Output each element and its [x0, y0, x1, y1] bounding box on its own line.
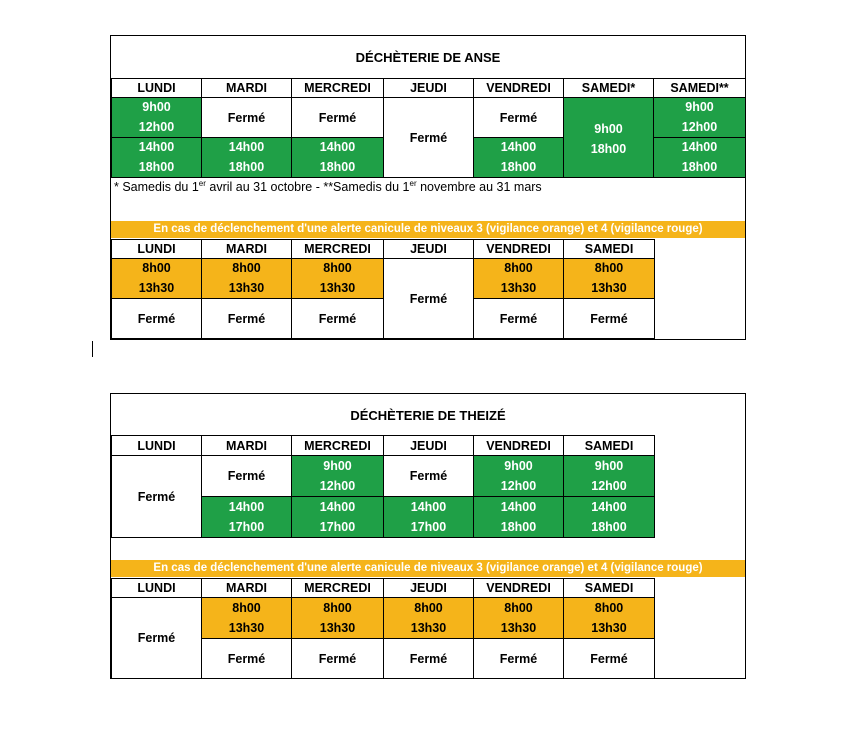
anse-alert-day-lundi: LUNDI — [112, 240, 202, 259]
theize-alert-jeudi-hours — [384, 598, 474, 639]
anse-alert-day-mardi: MARDI — [202, 240, 292, 259]
time-close: 13h30 — [591, 280, 627, 295]
anse-day-lundi: LUNDI — [112, 79, 202, 98]
anse-day-vendredi: VENDREDI — [474, 79, 564, 98]
anse-heat-alert-banner: En cas de déclenchement d'une alerte canicule de niveaux 3 (vigilance orange) et 4 (vigilance rouge) — [111, 221, 745, 238]
theize-alert-day-mercredi: MERCREDI — [292, 579, 384, 598]
time-close: 18h00 — [500, 519, 537, 534]
time-open: 14h00 — [500, 140, 537, 155]
theize-day-jeudi: JEUDI — [384, 436, 474, 456]
time-close: 12h00 — [138, 119, 175, 134]
theize-vendredi-morning — [474, 456, 564, 497]
time-open: 8h00 — [594, 600, 624, 615]
time-close: 18h00 — [681, 159, 718, 174]
theize-lundi-closed: Fermé — [112, 456, 202, 538]
footnote-text: * Samedis du 1 — [114, 180, 199, 194]
time-close: 18h00 — [590, 141, 627, 156]
anse-alert-day-vendredi: VENDREDI — [474, 240, 564, 259]
time-open: 9h00 — [594, 122, 623, 137]
anse-mercredi-morning: Fermé — [292, 98, 384, 138]
anse-alert-mardi-hours — [202, 259, 292, 299]
theize-title: DÉCHÈTERIE DE THEIZÉ — [350, 408, 506, 423]
theize-alert-jeudi-afternoon: Fermé — [384, 639, 474, 679]
theize-alert-day-mardi: MARDI — [202, 579, 292, 598]
footnote-text: avril au 31 octobre - **Samedis du 1 — [205, 180, 410, 194]
time-open: 9h00 — [594, 458, 624, 473]
anse-day-samedi-2: SAMEDI** — [654, 79, 746, 98]
anse-vendredi-afternoon — [474, 138, 564, 178]
theize-day-mercredi: MERCREDI — [292, 436, 384, 456]
theize-mercredi-afternoon — [292, 497, 384, 538]
theize-samedi-morning — [564, 456, 655, 497]
anse-day-jeudi: JEUDI — [384, 79, 474, 98]
time-close: 18h00 — [591, 519, 627, 534]
theize-jeudi-afternoon — [384, 497, 474, 538]
footnote-sup: er — [409, 179, 417, 188]
time-open: 14h00 — [228, 140, 265, 155]
anse-alert-samedi-hours — [564, 259, 655, 299]
theize-heat-alert-banner: En cas de déclenchement d'une alerte canicule de niveaux 3 (vigilance orange) et 4 (vigilance rouge) — [111, 560, 745, 577]
time-close: 17h00 — [410, 519, 447, 534]
time-open: 8h00 — [232, 261, 261, 276]
time-open: 9h00 — [504, 458, 533, 473]
anse-alert-samedi-afternoon: Fermé — [564, 299, 655, 339]
time-close: 13h30 — [410, 620, 447, 635]
time-open: 14h00 — [319, 140, 356, 155]
time-close: 13h30 — [500, 280, 537, 295]
theize-jeudi-morning: Fermé — [384, 456, 474, 497]
anse-alert-mercredi-hours — [292, 259, 384, 299]
theize-alert-vendredi-hours — [474, 598, 564, 639]
theize-alert-vendredi-afternoon: Fermé — [474, 639, 564, 679]
time-close: 18h00 — [319, 159, 356, 174]
time-open: 8h00 — [504, 261, 533, 276]
anse-samedi-1-hours — [564, 98, 654, 178]
time-open: 8h00 — [142, 261, 171, 276]
footnote-sup: er — [198, 179, 206, 188]
anse-alert-table — [111, 239, 655, 339]
time-close: 12h00 — [681, 119, 718, 134]
time-close: 12h00 — [591, 478, 627, 493]
anse-lundi-afternoon — [112, 138, 202, 178]
anse-lundi-morning — [112, 98, 202, 138]
time-close: 18h00 — [228, 159, 265, 174]
theize-alert-day-vendredi: VENDREDI — [474, 579, 564, 598]
time-close: 18h00 — [138, 159, 175, 174]
theize-alert-mardi-afternoon: Fermé — [202, 639, 292, 679]
anse-alert-mercredi-afternoon: Fermé — [292, 299, 384, 339]
time-open: 8h00 — [594, 261, 624, 276]
time-close: 13h30 — [319, 280, 356, 295]
anse-alert-jeudi-closed: Fermé — [384, 259, 474, 339]
time-open: 9h00 — [685, 100, 714, 115]
time-close: 13h30 — [228, 620, 265, 635]
theize-alert-day-jeudi: JEUDI — [384, 579, 474, 598]
theize-mardi-morning: Fermé — [202, 456, 292, 497]
time-close: 13h30 — [138, 280, 175, 295]
theize-alert-lundi-closed: Fermé — [112, 598, 202, 679]
time-close: 18h00 — [500, 159, 537, 174]
anse-alert-lundi-hours — [112, 259, 202, 299]
time-open: 14h00 — [410, 499, 447, 514]
anse-alert-vendredi-afternoon: Fermé — [474, 299, 564, 339]
theize-hours-table — [111, 435, 655, 538]
theize-alert-day-samedi: SAMEDI — [564, 579, 655, 598]
time-open: 14h00 — [138, 140, 175, 155]
anse-alert-lundi-afternoon: Fermé — [112, 299, 202, 339]
time-open: 8h00 — [504, 600, 533, 615]
anse-mardi-afternoon — [202, 138, 292, 178]
anse-alert-mardi-afternoon: Fermé — [202, 299, 292, 339]
theize-alert-table — [111, 578, 655, 679]
anse-day-mardi: MARDI — [202, 79, 292, 98]
theize-alert-mardi-hours — [202, 598, 292, 639]
anse-alert-day-samedi: SAMEDI — [564, 240, 655, 259]
time-close: 13h30 — [500, 620, 537, 635]
theize-alert-mercredi-hours — [292, 598, 384, 639]
anse-samedi-2-afternoon — [654, 138, 746, 178]
anse-title: DÉCHÈTERIE DE ANSE — [355, 50, 501, 65]
footnote-text: novembre au 31 mars — [416, 180, 542, 194]
time-open: 8h00 — [323, 261, 352, 276]
theize-day-vendredi: VENDREDI — [474, 436, 564, 456]
time-open: 14h00 — [228, 499, 265, 514]
anse-day-samedi-1: SAMEDI* — [564, 79, 654, 98]
anse-mercredi-afternoon — [292, 138, 384, 178]
theize-alert-mercredi-afternoon: Fermé — [292, 639, 384, 679]
anse-hours-table — [111, 78, 746, 178]
theize-alert-samedi-hours — [564, 598, 655, 639]
anse-alert-day-mercredi: MERCREDI — [292, 240, 384, 259]
anse-jeudi-closed: Fermé — [384, 98, 474, 178]
time-close: 13h30 — [319, 620, 356, 635]
time-close: 17h00 — [228, 519, 265, 534]
time-close: 13h30 — [591, 620, 627, 635]
anse-mardi-morning: Fermé — [202, 98, 292, 138]
time-open: 8h00 — [323, 600, 352, 615]
theize-alert-day-lundi: LUNDI — [112, 579, 202, 598]
time-close: 12h00 — [500, 478, 537, 493]
anse-alert-vendredi-hours — [474, 259, 564, 299]
theize-day-mardi: MARDI — [202, 436, 292, 456]
time-open: 14h00 — [319, 499, 356, 514]
time-open: 14h00 — [681, 140, 718, 155]
theize-samedi-afternoon — [564, 497, 655, 538]
time-open: 8h00 — [414, 600, 443, 615]
time-close: 17h00 — [319, 519, 356, 534]
time-open: 8h00 — [232, 600, 261, 615]
theize-mardi-afternoon — [202, 497, 292, 538]
theize-alert-samedi-afternoon: Fermé — [564, 639, 655, 679]
theize-vendredi-afternoon — [474, 497, 564, 538]
text-cursor — [92, 341, 93, 357]
time-close: 13h30 — [228, 280, 265, 295]
anse-vendredi-morning: Fermé — [474, 98, 564, 138]
time-close: 12h00 — [319, 478, 356, 493]
time-open: 14h00 — [500, 499, 537, 514]
theize-mercredi-morning — [292, 456, 384, 497]
time-open: 9h00 — [142, 100, 171, 115]
anse-footnote — [114, 179, 542, 194]
anse-alert-day-jeudi: JEUDI — [384, 240, 474, 259]
anse-samedi-2-morning — [654, 98, 746, 138]
time-open: 9h00 — [323, 458, 352, 473]
theize-day-lundi: LUNDI — [112, 436, 202, 456]
time-open: 14h00 — [591, 499, 627, 514]
anse-day-mercredi: MERCREDI — [292, 79, 384, 98]
theize-day-samedi: SAMEDI — [564, 436, 655, 456]
